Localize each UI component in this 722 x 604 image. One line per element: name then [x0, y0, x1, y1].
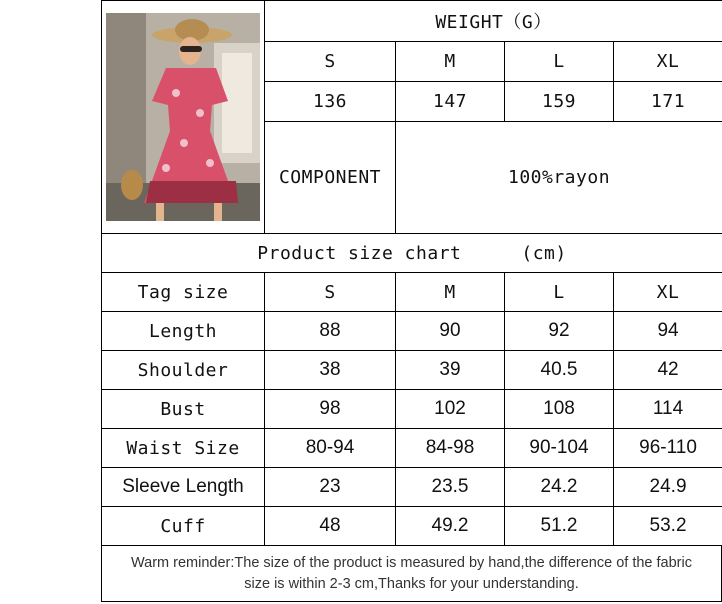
- component-value: 100%rayon: [396, 122, 722, 234]
- size-table: [101, 0, 722, 546]
- product-photo: [106, 13, 260, 221]
- cell-value: 98: [265, 390, 396, 429]
- cell-value: 90: [396, 312, 505, 351]
- size-chart-unit: (cm): [521, 242, 567, 264]
- cell-value: 39: [396, 351, 505, 390]
- table-row: [102, 390, 722, 429]
- row-label-bust: Bust: [102, 390, 265, 429]
- header-size-s: S: [265, 273, 396, 312]
- row-label-waist-size: Waist Size: [102, 429, 265, 468]
- cell-value: 92: [505, 312, 614, 351]
- cell-value: 88: [265, 312, 396, 351]
- component-label: COMPONENT: [265, 122, 396, 234]
- header-size-m: M: [396, 273, 505, 312]
- header-size-xl: XL: [614, 273, 722, 312]
- header-size-l: L: [505, 273, 614, 312]
- cell-value: 96-110: [614, 429, 722, 468]
- weight-size-m: M: [396, 42, 505, 82]
- cell-value: 23: [265, 468, 396, 507]
- table-row: [102, 312, 722, 351]
- size-chart-title: Product size chart: [257, 242, 462, 264]
- header-tag-size: Tag size: [102, 273, 265, 312]
- weight-value-l: 159: [505, 82, 614, 122]
- cell-value: 90-104: [505, 429, 614, 468]
- cell-value: 23.5: [396, 468, 505, 507]
- weight-value-s: 136: [265, 82, 396, 122]
- cell-value: 38: [265, 351, 396, 390]
- table-row: [102, 468, 722, 507]
- row-label-length: Length: [102, 312, 265, 351]
- weight-value-m: 147: [396, 82, 505, 122]
- table-row: [102, 507, 722, 546]
- weight-title: WEIGHT（G）: [265, 1, 722, 42]
- table-row: [102, 351, 722, 390]
- cell-value: 48: [265, 507, 396, 546]
- cell-value: 24.9: [614, 468, 722, 507]
- size-chart-title-row: [102, 234, 722, 273]
- cell-value: 94: [614, 312, 722, 351]
- cell-value: 24.2: [505, 468, 614, 507]
- weight-size-l: L: [505, 42, 614, 82]
- weight-size-xl: XL: [614, 42, 722, 82]
- cell-value: 108: [505, 390, 614, 429]
- cell-value: 53.2: [614, 507, 722, 546]
- cell-value: 84-98: [396, 429, 505, 468]
- reminder-line-1: Warm reminder:The size of the product is measured by hand,the difference of the fabric: [131, 555, 692, 571]
- weight-value-xl: 171: [614, 82, 722, 122]
- reminder-line-2: size is within 2-3 cm,Thanks for your understanding.: [244, 576, 579, 592]
- cell-value: 114: [614, 390, 722, 429]
- warm-reminder: [101, 545, 722, 602]
- cell-value: 42: [614, 351, 722, 390]
- cell-value: 80-94: [265, 429, 396, 468]
- weight-size-s: S: [265, 42, 396, 82]
- row-label-sleeve-length: Sleeve Length: [102, 468, 265, 507]
- cell-value: 102: [396, 390, 505, 429]
- row-label-cuff: Cuff: [102, 507, 265, 546]
- row-label-shoulder: Shoulder: [102, 351, 265, 390]
- cell-value: 51.2: [505, 507, 614, 546]
- cell-value: 49.2: [396, 507, 505, 546]
- model-photo-illustration: [106, 13, 260, 221]
- product-photo-cell: [102, 1, 265, 234]
- cell-value: 40.5: [505, 351, 614, 390]
- table-row: [102, 429, 722, 468]
